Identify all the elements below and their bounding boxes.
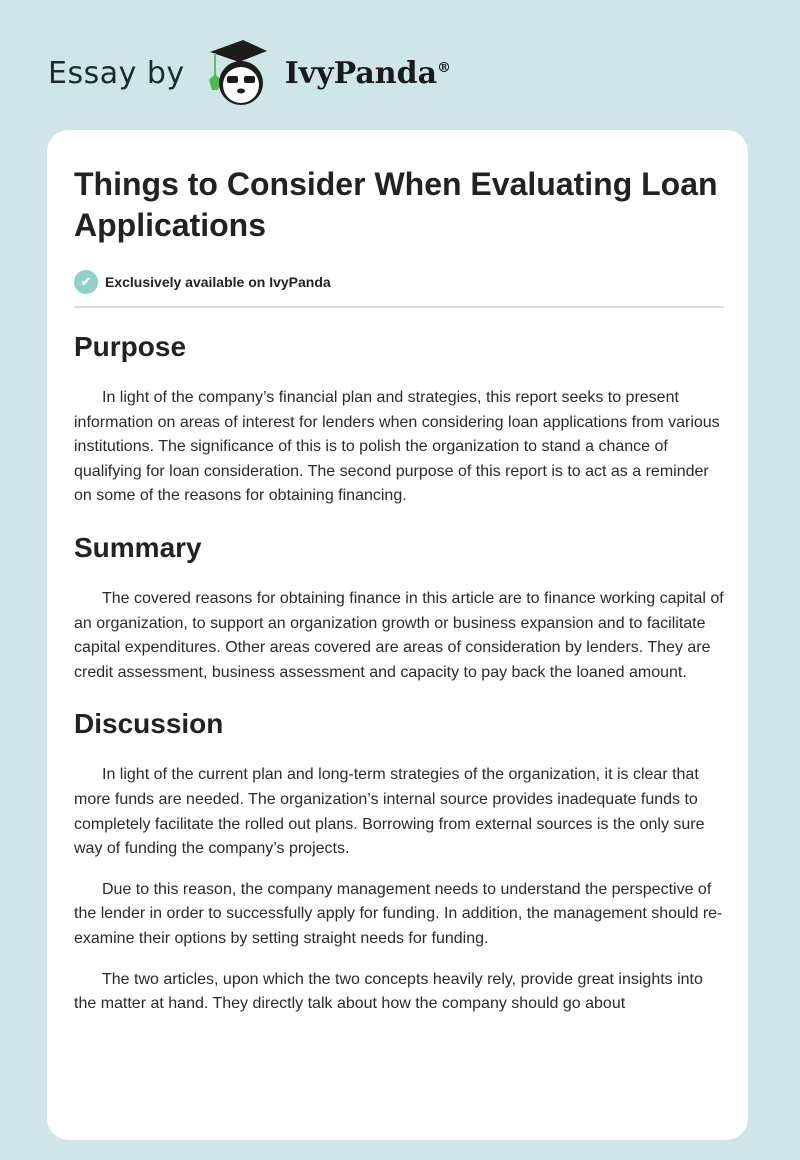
page-title: Things to Consider When Evaluating Loan Applications: [74, 166, 718, 243]
section-heading: Discussion: [74, 708, 224, 740]
paragraph: In light of the current plan and long-term strategies of the organization, it is clear that more funds are needed. The organization’s internal source provides inadequate funds to completely facilitate the rolled out plans. Borrowing from external sources is the only sure way of funding the company’s projects.: [74, 766, 705, 858]
site-header: [48, 38, 451, 108]
paragraph: The two articles, upon which the two concepts heavily rely, provide great insights into the matter at hand. They directly talk about how the company should go about: [74, 970, 703, 1013]
paragraph: In light of the company’s financial plan and strategies, this report seeks to present information on areas of interest for lenders when considering loan applications from various institutions. The significance of this is to polish the organization to stand a chance of qualifying for loan consideration. The second purpose of this report is to act as a reminder on some of the reasons for obtaining financing.: [74, 389, 720, 505]
check-icon: ✔: [74, 270, 98, 294]
divider: [74, 306, 724, 308]
registered-mark: ®: [437, 59, 452, 76]
section-heading: Purpose: [74, 331, 187, 362]
badge-label: Exclusively available on IvyPanda: [105, 274, 331, 290]
section-discussion: [74, 707, 724, 1016]
section-purpose: [74, 330, 724, 509]
brand-name: [285, 56, 451, 91]
exclusive-badge: [74, 270, 724, 294]
section-heading: Summary: [74, 531, 202, 563]
essay-by-label: Essay by: [48, 55, 185, 91]
ivypanda-logo-icon[interactable]: [205, 38, 275, 108]
paragraph: Due to this reason, the company management needs to understand the perspective of the lender in order to successfully apply for funding. In addition, the management should re-examine their options by setting straight needs for funding.: [74, 880, 723, 947]
essay-card: [47, 130, 748, 1140]
paragraph: The covered reasons for obtaining finance in this article are to finance working capital of an organization, to support an organization growth or business expansion and to facilitate capital expenditures. Other areas covered are areas of consideration by lenders. They are credit assessment, business assessment and capacity to pay back the loaned amount.: [74, 589, 724, 681]
section-summary: [74, 531, 724, 685]
brand-text: IvyPanda: [284, 55, 438, 91]
